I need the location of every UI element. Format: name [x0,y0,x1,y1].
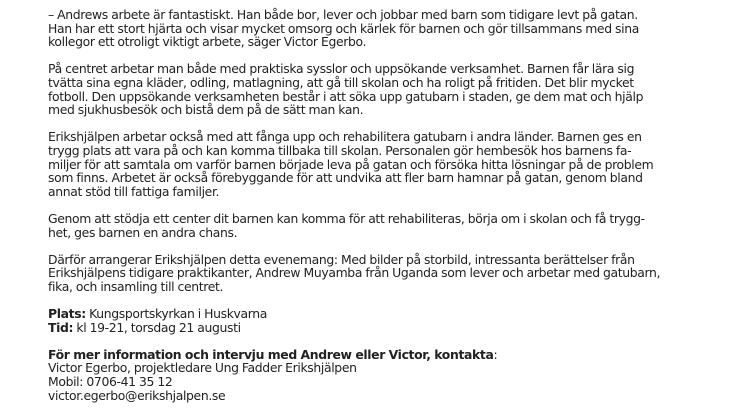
text-line: trygg plats att vara på och kan komma tillbaka till skolan. Personalen gör hembesök hos barnens fa- [48,142,632,158]
event-details [48,307,746,334]
contact-heading-suffix: : [493,346,498,362]
text-line: Erikshjälpen arbetar också med att fånga upp och rehabilitera gatubarn i andra länder. Barnen ges en [48,129,642,145]
text-line: fotboll. Den uppsökande verksamheten består i att söka upp gatubarn i staden, ge dem mat och hjälp [48,88,644,104]
text-line: tvätta sina egna kläder, odling, matlagning, att gå till skolan och ha roligt på fritiden. Det blir mycket [48,74,634,90]
paragraph-support [48,212,648,239]
paragraph-quote [48,8,648,49]
contact-name: Victor Egerbo, projektledare Ung Fadder Erikshjälpen [48,360,357,376]
place-value: Kungsportskyrkan i Huskvarna [85,306,268,322]
text-line: kollegor ett otroligt viktigt arbete, säger Victor Egerbo. [48,34,367,50]
event-place [48,307,746,321]
place-label: Plats: [48,306,86,322]
time-value: kl 19-21, torsdag 21 augusti [73,319,241,335]
contact-heading-line [48,348,746,362]
text-line: miljer för att samtala om varför barnen började leva på gatan och försöka hitta lösningar på de problem [48,156,654,172]
paragraph-other-countries [48,129,654,199]
text-line: fika, och insamling till centret. [48,278,224,294]
text-line: På centret arbetar man både med praktiska sysslor och uppsökande verksamhet. Barnen får lära sig [48,61,635,77]
text-line: med sjukhusbesök och bistå dem på de sätt man kan. [48,102,364,118]
paragraph-centre-activities [48,62,648,116]
text-line: Därför arrangerar Erikshjälpen detta evenemang: Med bilder på storbild, intressanta berättelser från [48,251,635,267]
contact-heading: För mer information och intervju med Andrew eller Victor, kontakta [48,346,494,362]
event-time [48,321,746,335]
text-line: Han har ett stort hjärta och visar mycket omsorg och kärlek för barnen och gör tillsammans med sina [48,20,639,36]
paragraph-event [48,251,661,294]
text-line: het, ges barnen en andra chans. [48,224,238,240]
time-label: Tid: [48,319,74,335]
text-line: Erikshjälpens tidigare praktikanter, Andrew Muyamba från Uganda som lever och arbetar med gatubarn, [48,265,661,281]
text-line: Genom att stödja ett center dit barnen kan komma för att rehabiliteras, börja om i skolan och få trygg- [48,210,645,226]
contact-email: victor.egerbo@erikshjalpen.se [48,387,226,403]
text-line: som finns. Arbetet är också förebyggande för att undvika att fler barn hamnar på gatan, genom bland [48,170,643,186]
text-line: annat stöd till fattiga familjer. [48,183,220,199]
text-line: – Andrews arbete är fantastiskt. Han både bor, lever och jobbar med barn som tidigare levt på gatan. [48,7,638,22]
contact-info [48,348,746,402]
contact-phone: Mobil: 0706-41 35 12 [48,374,173,390]
